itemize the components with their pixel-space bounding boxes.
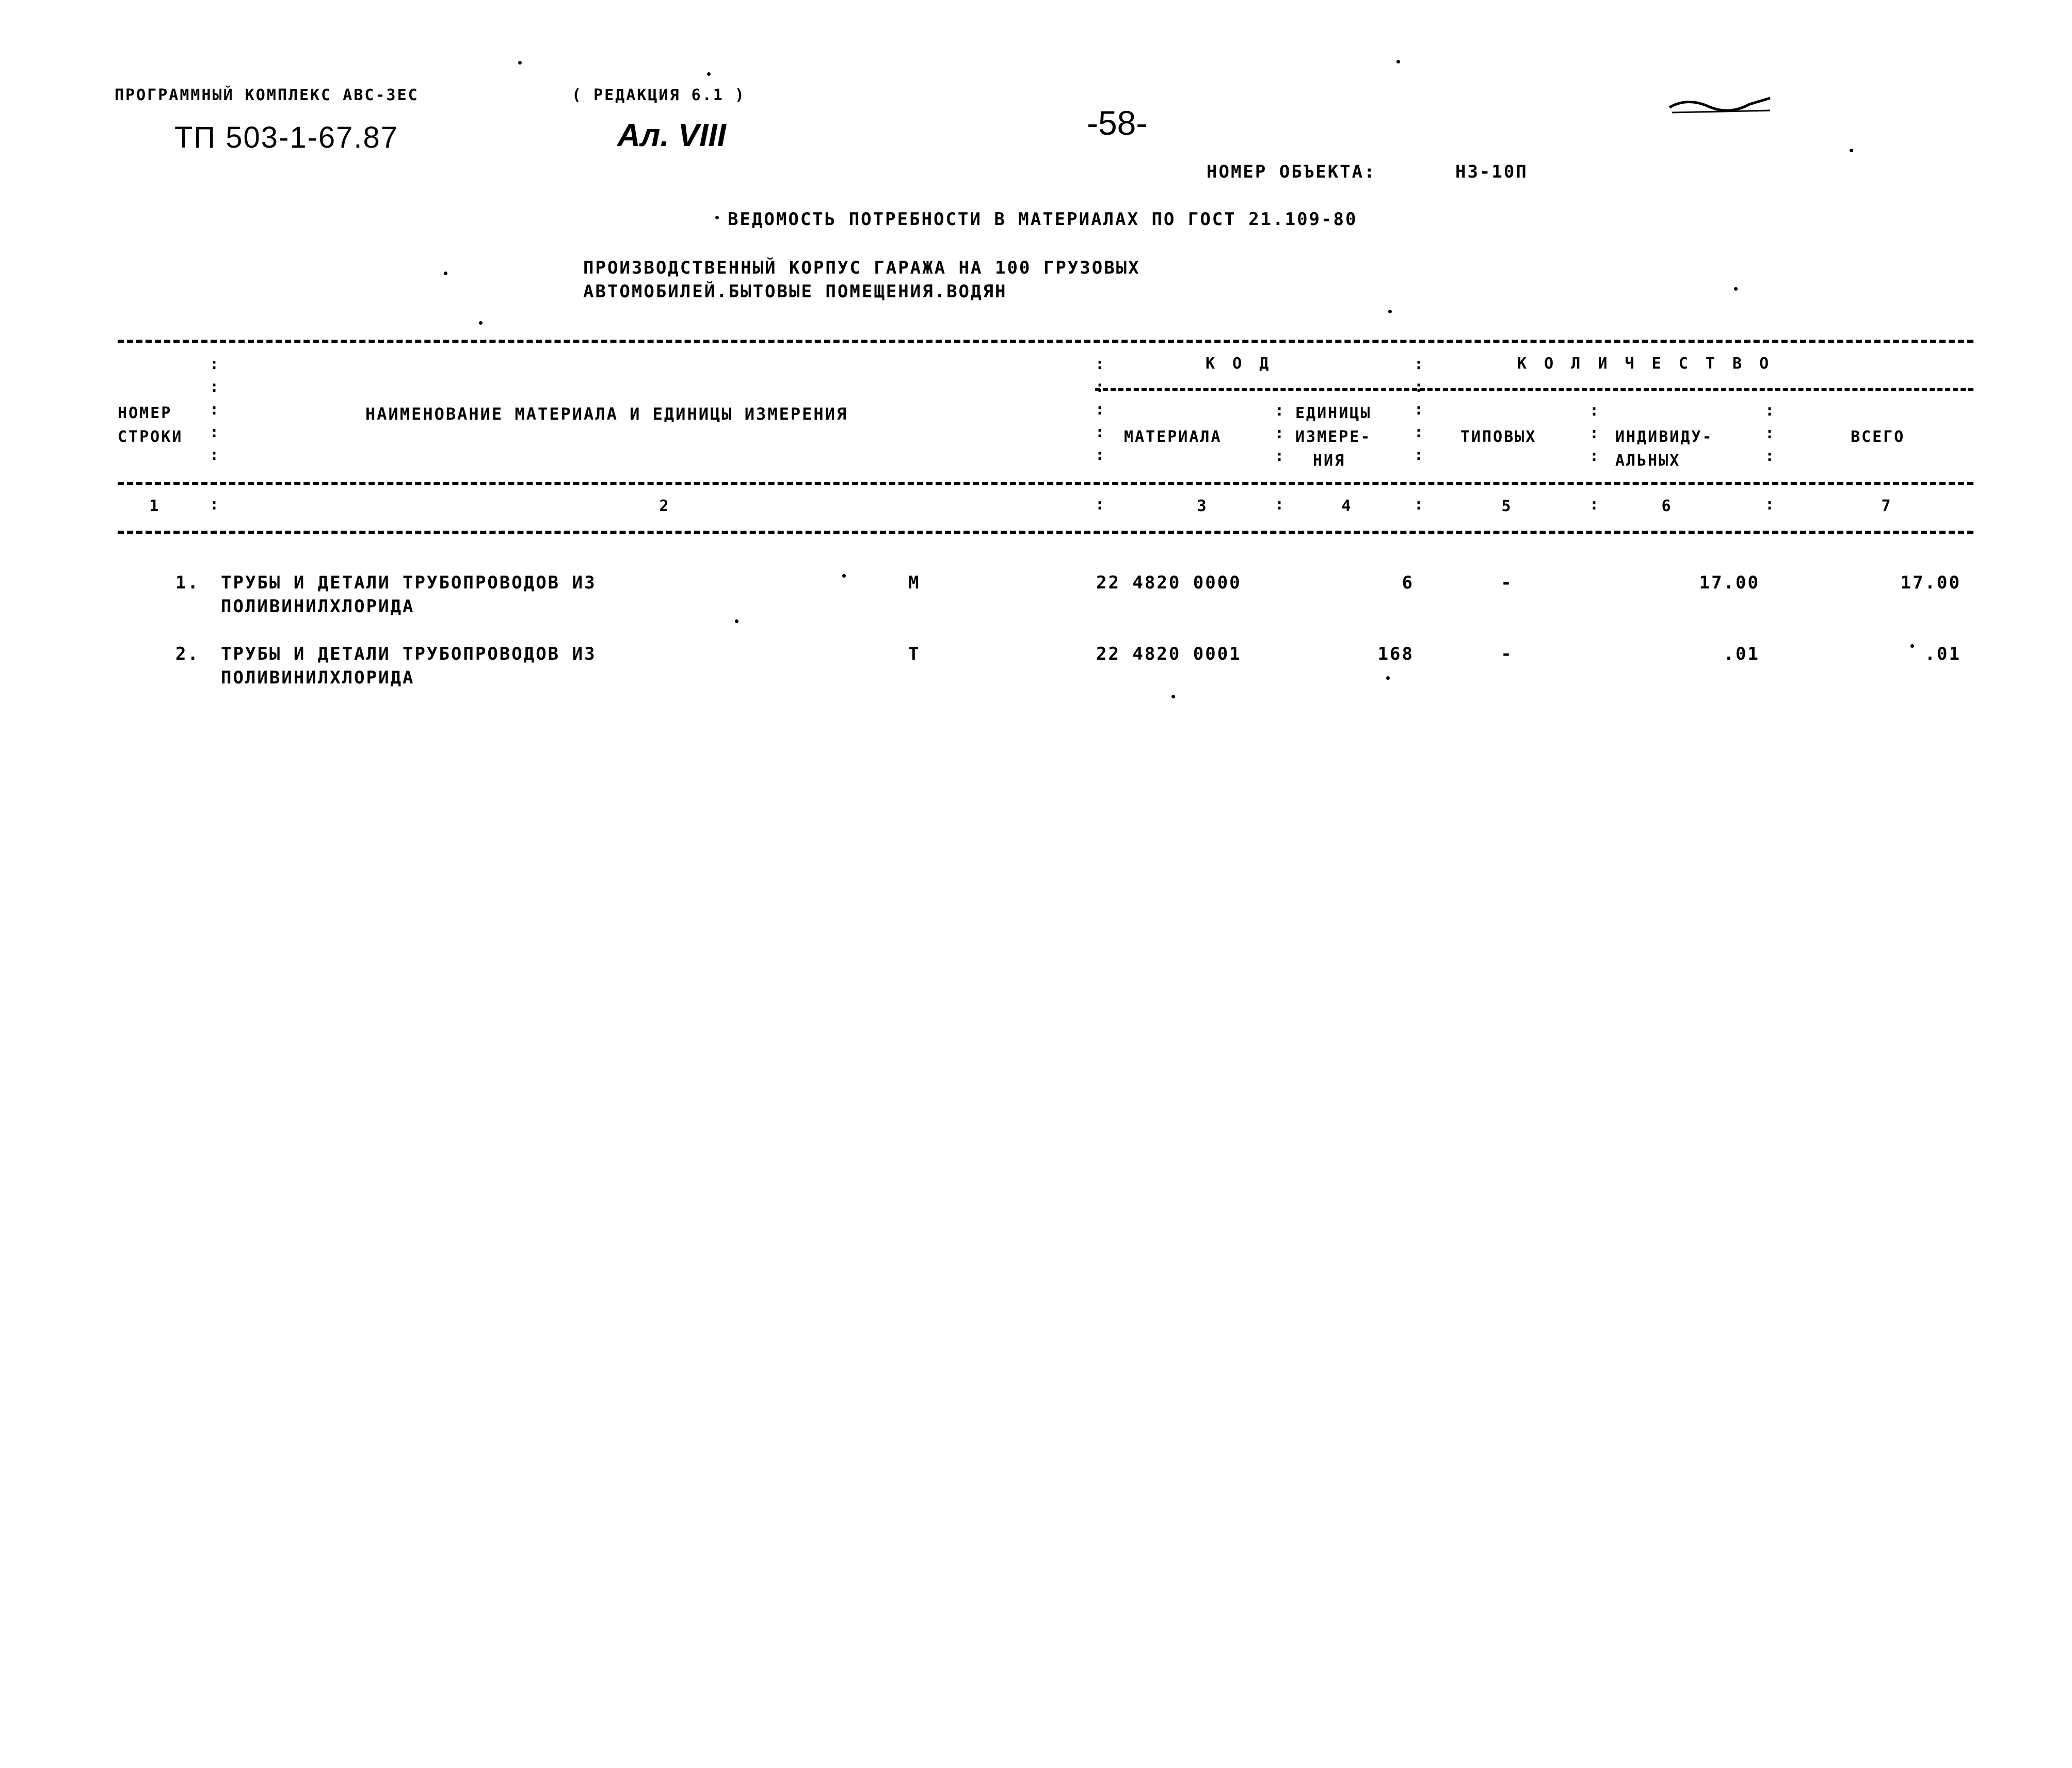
- row-quantity-total: 17.00: [1900, 572, 1961, 593]
- row-material-name-1: ТРУБЫ И ДЕТАЛИ ТРУБОПРОВОДОВ ИЗ: [221, 644, 597, 664]
- column-number: 5: [1501, 497, 1513, 515]
- row-quantity-individual: .01: [1723, 644, 1760, 664]
- row-number: 2.: [175, 644, 200, 664]
- column-number: 6: [1661, 497, 1673, 515]
- header-quantity-total: ВСЕГО: [1851, 428, 1905, 446]
- object-number-value: НЗ-10П: [1455, 162, 1528, 182]
- column-number: 7: [1881, 497, 1892, 515]
- header-row-number-2: СТРОКИ: [118, 428, 183, 446]
- row-material-name-2: ПОЛИВИНИЛХЛОРИДА: [221, 596, 415, 617]
- code-group-rule: [1095, 388, 1973, 391]
- subject-line-2: АВТОМОБИЛЕЙ.БЫТОВЫЕ ПОМЕЩЕНИЯ.ВОДЯН: [583, 281, 1007, 302]
- header-row-number-1: НОМЕР: [118, 404, 172, 422]
- project-code: ТП 503-1-67.87: [174, 121, 399, 154]
- column-number: 3: [1197, 497, 1208, 515]
- header-code-group: К О Д: [1206, 355, 1273, 373]
- row-material-code: 22 4820 0000: [1096, 572, 1242, 593]
- row-quantity-typical: -: [1501, 572, 1513, 593]
- header-quantity-individual-1: ИНДИВИДУ-: [1615, 428, 1713, 446]
- album-number: Ал. VIII: [617, 118, 726, 153]
- row-material-code: 22 4820 0001: [1096, 644, 1242, 664]
- column-number: 2: [659, 497, 670, 515]
- header-unit-2: ИЗМЕРЕ-: [1295, 428, 1372, 446]
- revision-label: ( РЕДАКЦИЯ 6.1 ): [572, 86, 746, 104]
- row-unit: Т: [908, 644, 921, 664]
- program-name: ПРОГРАММНЫЙ КОМПЛЕКС АВС-ЗЕС: [115, 86, 419, 104]
- statement-title: ВЕДОМОСТЬ ПОТРЕБНОСТИ В МАТЕРИАЛАХ ПО ГОСТ 21.109-80: [728, 209, 1358, 230]
- table-top-rule: [118, 340, 1973, 343]
- header-code-material: МАТЕРИАЛА: [1124, 428, 1222, 446]
- header-quantity-individual-2: АЛЬНЫХ: [1615, 452, 1681, 470]
- signature-mark: [1667, 92, 1775, 120]
- row-quantity-typical: -: [1501, 644, 1513, 664]
- row-number: 1.: [175, 572, 200, 593]
- row-unit-code: 6: [1402, 572, 1414, 593]
- header-unit-1: ЕДИНИЦЫ: [1295, 404, 1372, 422]
- header-material-name: НАИМЕНОВАНИЕ МАТЕРИАЛА И ЕДИНИЦЫ ИЗМЕРЕНИЯ: [365, 404, 848, 424]
- column-number: 1: [149, 497, 160, 515]
- row-quantity-total: .01: [1924, 644, 1961, 664]
- header-unit-3: НИЯ: [1313, 452, 1346, 470]
- row-quantity-individual: 17.00: [1699, 572, 1760, 593]
- object-number-label: НОМЕР ОБЪЕКТА:: [1207, 162, 1376, 182]
- header-quantity-group: К О Л И Ч Е С Т В О: [1517, 355, 1773, 373]
- row-unit-code: 168: [1377, 644, 1414, 664]
- row-unit: М: [908, 572, 921, 593]
- row-material-name-1: ТРУБЫ И ДЕТАЛИ ТРУБОПРОВОДОВ ИЗ: [221, 572, 597, 593]
- row-material-name-2: ПОЛИВИНИЛХЛОРИДА: [221, 667, 415, 688]
- page-number: -58-: [1087, 104, 1148, 142]
- column-numbers-rule: [118, 531, 1973, 534]
- column-number: 4: [1341, 497, 1353, 515]
- header-bottom-rule: [118, 482, 1973, 485]
- header-quantity-typical: ТИПОВЫХ: [1460, 428, 1537, 446]
- subject-line-1: ПРОИЗВОДСТВЕННЫЙ КОРПУС ГАРАЖА НА 100 ГРУЗОВЫХ: [583, 258, 1141, 278]
